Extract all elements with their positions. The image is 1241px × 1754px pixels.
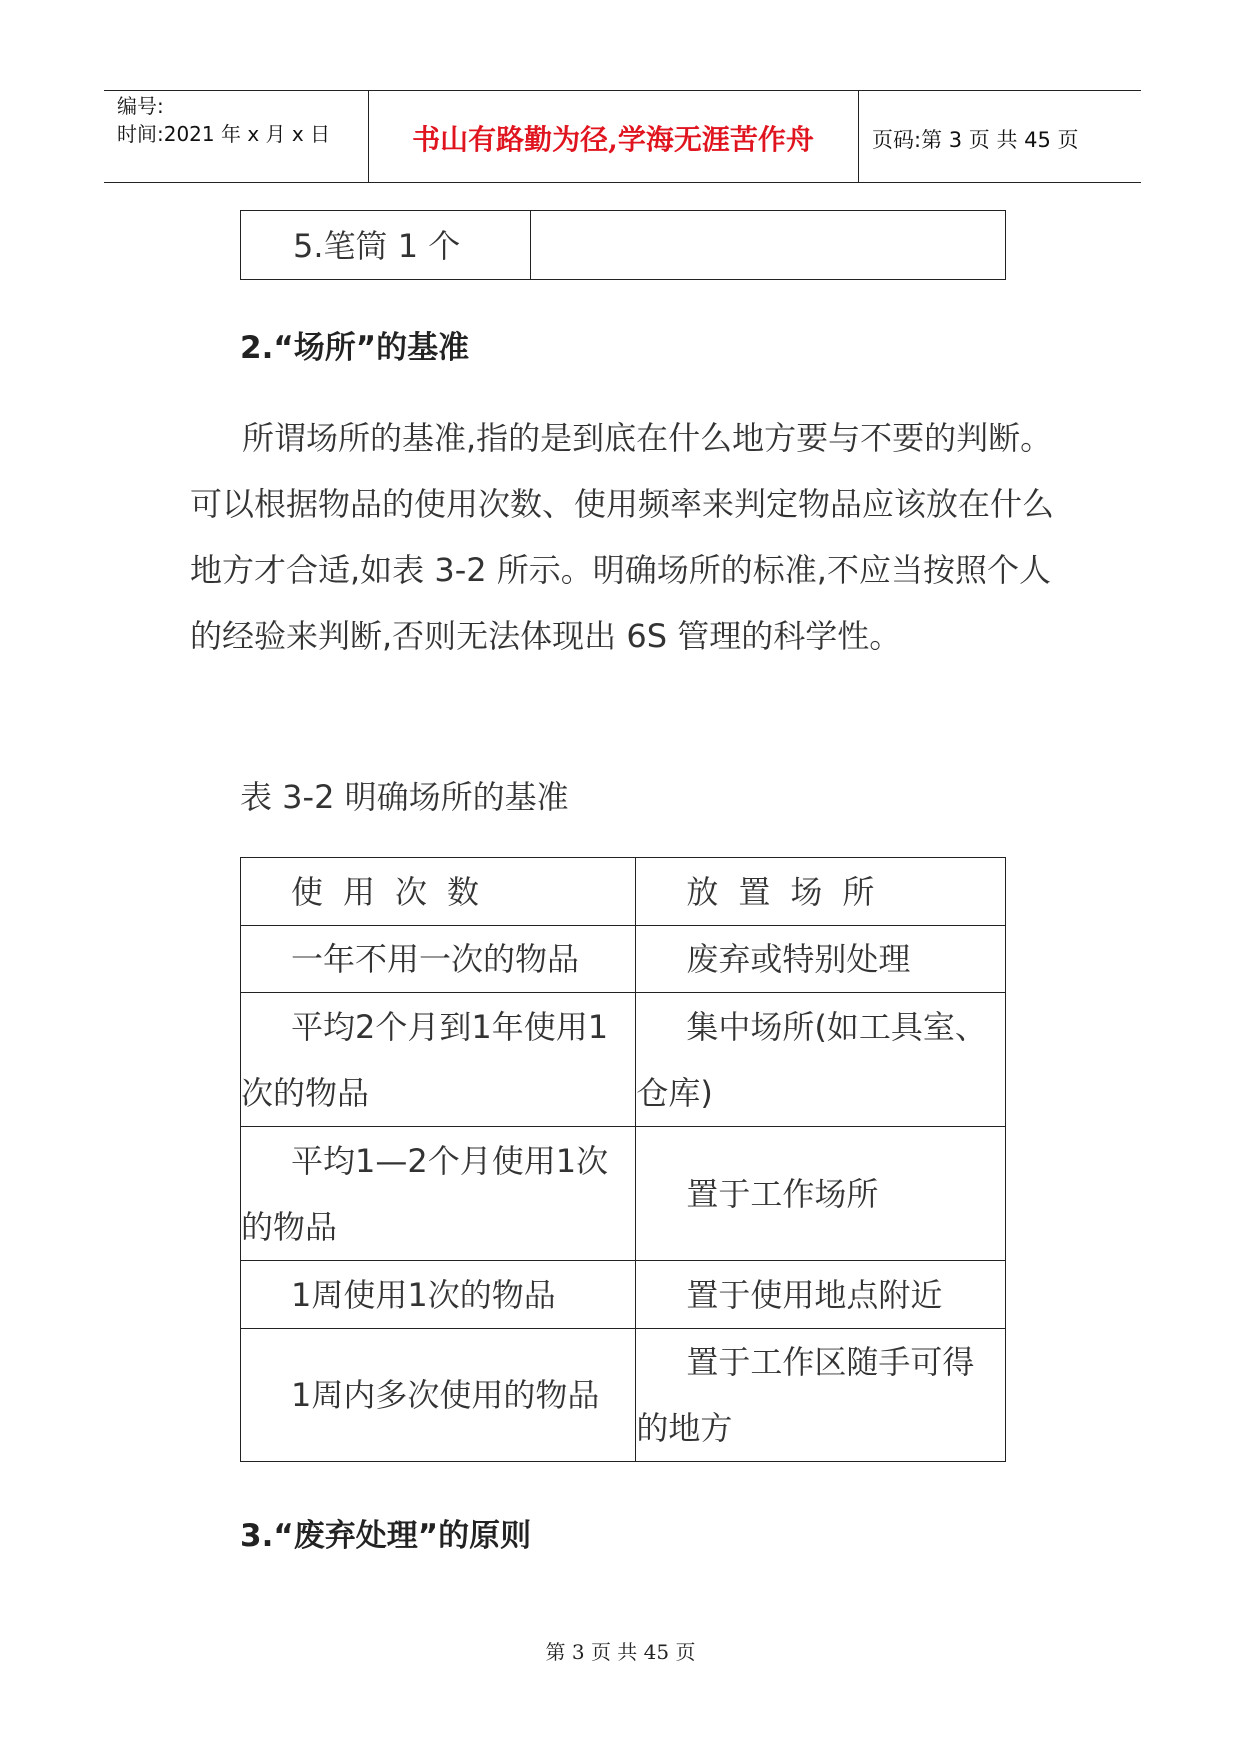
section-heading-2: 2.“场所”的基准: [240, 330, 470, 366]
table-cell-location: 置于工作区随手可得的地方: [636, 1343, 975, 1447]
header-divider-right: [858, 90, 859, 182]
header-page-label: 页码:第 3 页 共 45 页: [872, 128, 1079, 152]
section-heading-3: 3.“废弃处理”的原则: [240, 1518, 532, 1554]
table-cell-usage: 一年不用一次的物品: [291, 940, 580, 978]
top-table: [240, 210, 1006, 280]
table-cell-location: 置于使用地点附近: [686, 1275, 943, 1314]
table-row: [241, 926, 1006, 993]
time-label: 时间:2021 年 x 月 x 日: [117, 122, 331, 146]
header-top-rule: [104, 90, 1141, 91]
table-row: [241, 1261, 1006, 1329]
table-row: [241, 1329, 1006, 1462]
header-bottom-rule: [104, 182, 1141, 183]
table-header-row: [241, 858, 1006, 926]
table-header-usage: 使用次数: [291, 872, 500, 911]
header-meta: [117, 92, 330, 148]
table-cell-location: 集中场所(如工具室、仓库): [636, 1007, 987, 1112]
header-motto: 书山有路勤为径,学海无涯苦作舟: [412, 123, 814, 156]
table-row: [241, 1127, 1006, 1261]
top-table-cell-left: [241, 211, 531, 279]
serial-label: 编号:: [117, 94, 164, 118]
table-cell-location: 置于工作场所: [686, 1174, 879, 1213]
table-cell-usage: 1周内多次使用的物品: [291, 1376, 600, 1414]
table-caption: 表 3-2 明确场所的基准: [240, 778, 569, 816]
table-cell-usage: 平均2个月到1年使用1次的物品: [241, 1007, 609, 1112]
section-paragraph: 所谓场所的基准,指的是到底在什么地方要与不要的判断。可以根据物品的使用次数、使用频率来判定物品应该放在什么地方才合适,如表 3-2 所示。明确场所的标准,不应当按照个人的经验来判断,否则无法体现出 6S 管理的科学性。: [190, 419, 1055, 655]
table-row: [241, 993, 1006, 1127]
table-cell-location: 废弃或特别处理: [686, 940, 911, 978]
table-cell-usage: 1周使用1次的物品: [291, 1275, 556, 1314]
table-cell-usage: 平均1—2个月使用1次的物品: [241, 1141, 609, 1246]
page-footer: 第 3 页 共 45 页: [545, 1640, 696, 1664]
table-header-location: 放置场所: [686, 872, 895, 911]
top-table-cell-text: 5.笔筒 1 个: [293, 227, 461, 265]
placement-table: [240, 857, 1006, 1462]
